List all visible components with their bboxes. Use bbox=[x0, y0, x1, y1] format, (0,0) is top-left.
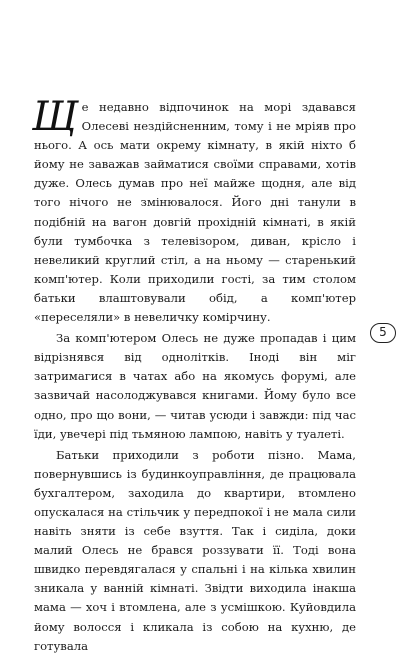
paragraph-1-text: е недавно відпочинок на морі здавався Олесеві нездійсненним, тому і не мріяв про нього. А ось мати окрему кімнату, в якій ніхто б йому не заважав займатися своїми справами, хотів дуже. Олесь думав про неї майже щодня, але від того нічого не змінювалося. Його дні танули в подібній на вагон довгій прохідній кімнаті, в якій були тумбочка з телевізором, диван, крісло і невеликий круглий стіл, а на ньому — старенький комп'ютер. Коли приходили гості, за тим столом батьки влаштовували обід, а комп'ютер «переселяли» в невеличку комірчину. bbox=[34, 100, 356, 325]
body-text bbox=[32, 94, 356, 656]
paragraph-3: Батьки приходили з роботи пізно. Мама, повернувшись із будинкоуправління, де працювала бухгалтером, заходила до квартири, втомлено опускалася на стільчик у передпокої і не мала сили навіть зняти із себе взуття. Так і сиділа, доки малий Олесь не брався роззувати її. Тоді вона швидко перевдягалася у спальні і на кілька хвилин зникала у ванній кімнаті. Звідти виходила інакша мама — хоч і втомлена, але з усмішкою. Куйовдила йому волосся і кликала із собою на кухню, де готувала bbox=[34, 447, 356, 653]
page-number-badge: 5 bbox=[370, 323, 396, 343]
paragraph-2: За комп'ютером Олесь не дуже пропадав і цим відрізнявся від однолітків. Іноді він міг затримагися в чатах або на якомусь форумі, але зазвичай насолоджувався книгами. Йому було все одно, про що вони, — читав усюди і завжди: під час їди, увечері під тьмяною лампою, навіть у туалеті. bbox=[34, 331, 356, 441]
paragraph-1 bbox=[32, 94, 356, 327]
drop-cap: Щ bbox=[32, 94, 78, 140]
